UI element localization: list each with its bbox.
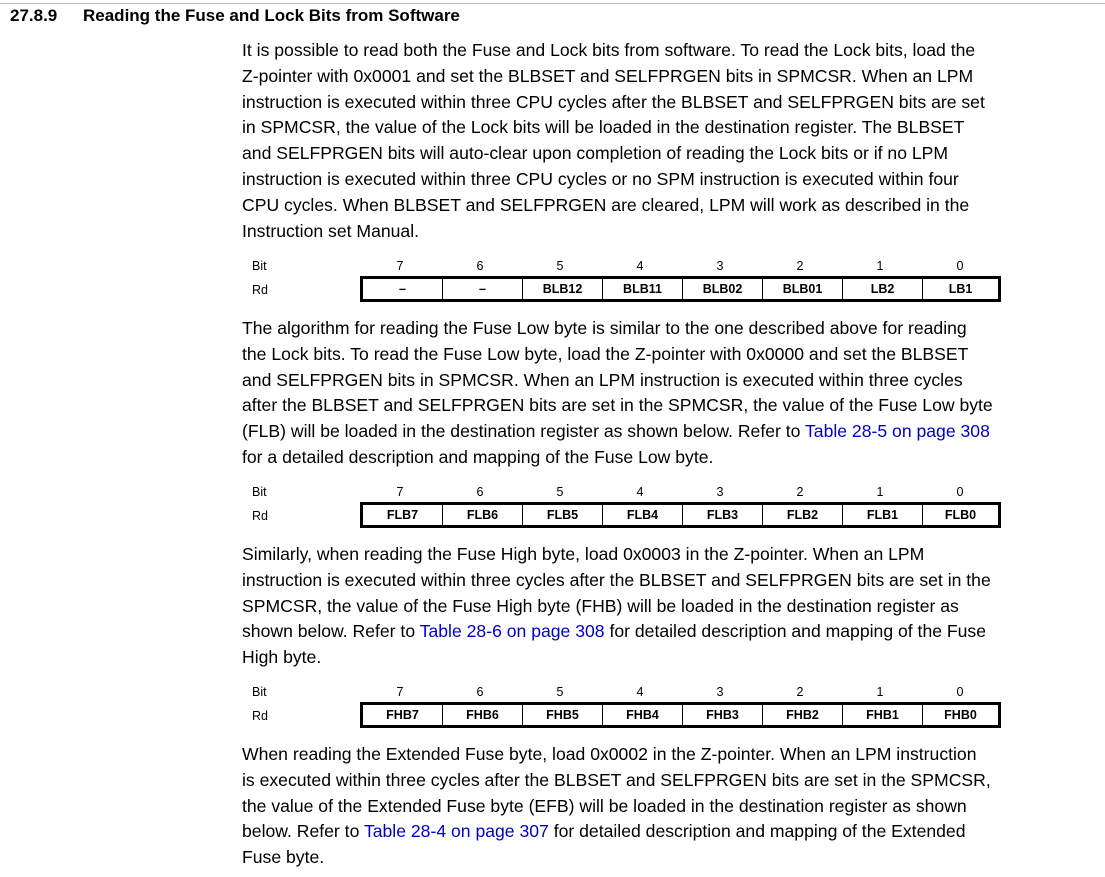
register-cell: FLB5: [523, 505, 603, 525]
text-line: for a detailed description and mapping of the Fuse Low byte.: [242, 446, 714, 467]
register-cell: FLB1: [843, 505, 923, 525]
register-cell: FLB0: [944, 508, 977, 522]
bit-number: 2: [796, 485, 804, 499]
text-line: Instruction set Manual.: [242, 220, 420, 241]
text-line: after the BLBSET and SELFPRGEN bits are set in the SPMCSR, the value of the Fuse Low byte: [242, 395, 993, 416]
register-cell: FHB1: [843, 705, 923, 725]
bit-numbers-row: [360, 685, 1001, 699]
bit-number: 6: [476, 685, 484, 699]
rd-row-label: Rd: [252, 283, 268, 297]
register-cell: FHB4: [603, 705, 683, 725]
text-line: The algorithm for reading the Fuse Low byte is similar to the one described above for reading: [242, 318, 967, 338]
register-cell: BLB12: [523, 279, 603, 299]
text-line: is executed within three cycles after the BLBSET and SELFPRGEN bits are set in the SPMCSR,: [242, 769, 991, 790]
register-cell: LB1: [948, 282, 973, 296]
table-28-5-link[interactable]: Table 28-5 on page 308: [804, 421, 990, 442]
lock-bits-register: [360, 276, 1001, 302]
register-cell: BLB02: [683, 279, 763, 299]
section-number: 27.8.9: [10, 6, 58, 25]
register-cell: BLB01: [763, 279, 843, 299]
bit-number: 6: [476, 485, 484, 499]
text-line: Fuse byte.: [242, 847, 325, 868]
text-fragment: (FLB) will be loaded in the destination register as shown below. Refer to: [242, 421, 805, 442]
bit-number: 7: [396, 485, 404, 499]
register-cell: FLB3: [683, 505, 763, 525]
register-cell: FLB2: [763, 505, 843, 525]
bit-numbers-row: [360, 485, 1001, 499]
register-cell: FLB6: [443, 505, 523, 525]
bit-number: 0: [956, 485, 964, 499]
section-title: Reading the Fuse and Lock Bits from Software: [83, 6, 460, 25]
register-cell: –: [363, 279, 443, 299]
text-line: Similarly, when reading the Fuse High byte, load 0x0003 in the Z-pointer. When an LPM: [242, 544, 925, 564]
text-line: [242, 819, 1092, 845]
paragraph-lock-bits: [242, 38, 1092, 244]
text-line: When reading the Extended Fuse byte, load 0x0002 in the Z-pointer. When an LPM instruction: [242, 744, 977, 764]
register-cell: –: [443, 279, 523, 299]
text-line: instruction is executed within three CPU cycles after the BLBSET and SELFPRGEN bits are set: [242, 91, 985, 112]
register-cell: FLB4: [603, 505, 683, 525]
register-cell: BLB11: [603, 279, 683, 299]
bit-number: 1: [876, 485, 884, 499]
register-cell: FHB3: [683, 705, 763, 725]
bit-number: 5: [556, 485, 564, 499]
bit-number: 2: [796, 259, 804, 273]
text-line: the value of the Extended Fuse byte (EFB) will be loaded in the destination register as shown: [242, 795, 967, 816]
bit-number: 4: [636, 485, 644, 499]
table-28-6-link[interactable]: Table 28-6 on page 308: [419, 621, 605, 642]
section-heading: [10, 5, 460, 27]
bit-numbers-row: [360, 259, 1001, 273]
bit-number: 7: [396, 685, 404, 699]
register-cell: FHB0: [944, 708, 977, 722]
bit-number: 4: [636, 685, 644, 699]
paragraph-extended-fuse: [242, 742, 1092, 871]
text-line: It is possible to read both the Fuse and Lock bits from software. To read the Lock bits, load the: [242, 40, 976, 60]
fuse-high-register: [360, 702, 1001, 728]
bit-number: 0: [956, 259, 964, 273]
text-line: instruction is executed within three cycles after the BLBSET and SELFPRGEN bits are set in the: [242, 569, 991, 590]
text-line: and SELFPRGEN bits in SPMCSR. When an LPM instruction is executed within three cycles: [242, 369, 963, 390]
text-line: the Lock bits. To read the Fuse Low byte, load the Z-pointer with 0x0000 and set the BLBSET: [242, 343, 969, 364]
register-cell: FHB7: [363, 705, 443, 725]
table-28-4-link[interactable]: Table 28-4 on page 307: [363, 821, 549, 842]
bit-row-label: Bit: [252, 685, 267, 699]
register-cell: FHB5: [523, 705, 603, 725]
paragraph-fuse-low: [242, 316, 1092, 471]
text-line: [242, 619, 1092, 645]
text-line: [242, 419, 1092, 445]
text-line: and SELFPRGEN bits will auto-clear upon completion of reading the Lock bits or if no LPM: [242, 143, 949, 164]
bit-number: 3: [716, 485, 724, 499]
bit-number: 3: [716, 259, 724, 273]
text-fragment: for detailed description and mapping of the Extended: [548, 821, 966, 842]
bit-number: 5: [556, 259, 564, 273]
bit-number: 7: [396, 259, 404, 273]
bit-number: 1: [876, 685, 884, 699]
text-line: CPU cycles. When BLBSET and SELFPRGEN are cleared, LPM will work as described in the: [242, 194, 970, 215]
bit-row-label: Bit: [252, 485, 267, 499]
bit-number: 5: [556, 685, 564, 699]
register-cell: FHB2: [763, 705, 843, 725]
text-fragment: for detailed description and mapping of the Fuse: [604, 621, 987, 642]
rd-row-label: Rd: [252, 509, 268, 523]
rd-row-label: Rd: [252, 709, 268, 723]
paragraph-fuse-high: [242, 542, 1092, 671]
bit-number: 1: [876, 259, 884, 273]
text-line: High byte.: [242, 647, 322, 668]
text-line: Z-pointer with 0x0001 and set the BLBSET and SELFPRGEN bits in SPMCSR. When an LPM: [242, 65, 974, 86]
bit-row-label: Bit: [252, 259, 267, 273]
register-cell: LB2: [843, 279, 923, 299]
text-line: SPMCSR, the value of the Fuse High byte (FHB) will be loaded in the destination register as: [242, 595, 959, 616]
text-line: in SPMCSR, the value of the Lock bits will be loaded in the destination register. The BLBSET: [242, 117, 965, 138]
text-fragment: shown below. Refer to: [242, 621, 420, 642]
text-fragment: below. Refer to: [242, 821, 364, 842]
header-rule: [0, 3, 1105, 4]
bit-number: 2: [796, 685, 804, 699]
bit-number: 0: [956, 685, 964, 699]
bit-number: 6: [476, 259, 484, 273]
text-line: instruction is executed within three CPU cycles or no SPM instruction is executed within four: [242, 168, 959, 189]
bit-number: 4: [636, 259, 644, 273]
bit-number: 3: [716, 685, 724, 699]
fuse-low-register: [360, 502, 1001, 528]
register-cell: FHB6: [443, 705, 523, 725]
register-cell: FLB7: [363, 505, 443, 525]
